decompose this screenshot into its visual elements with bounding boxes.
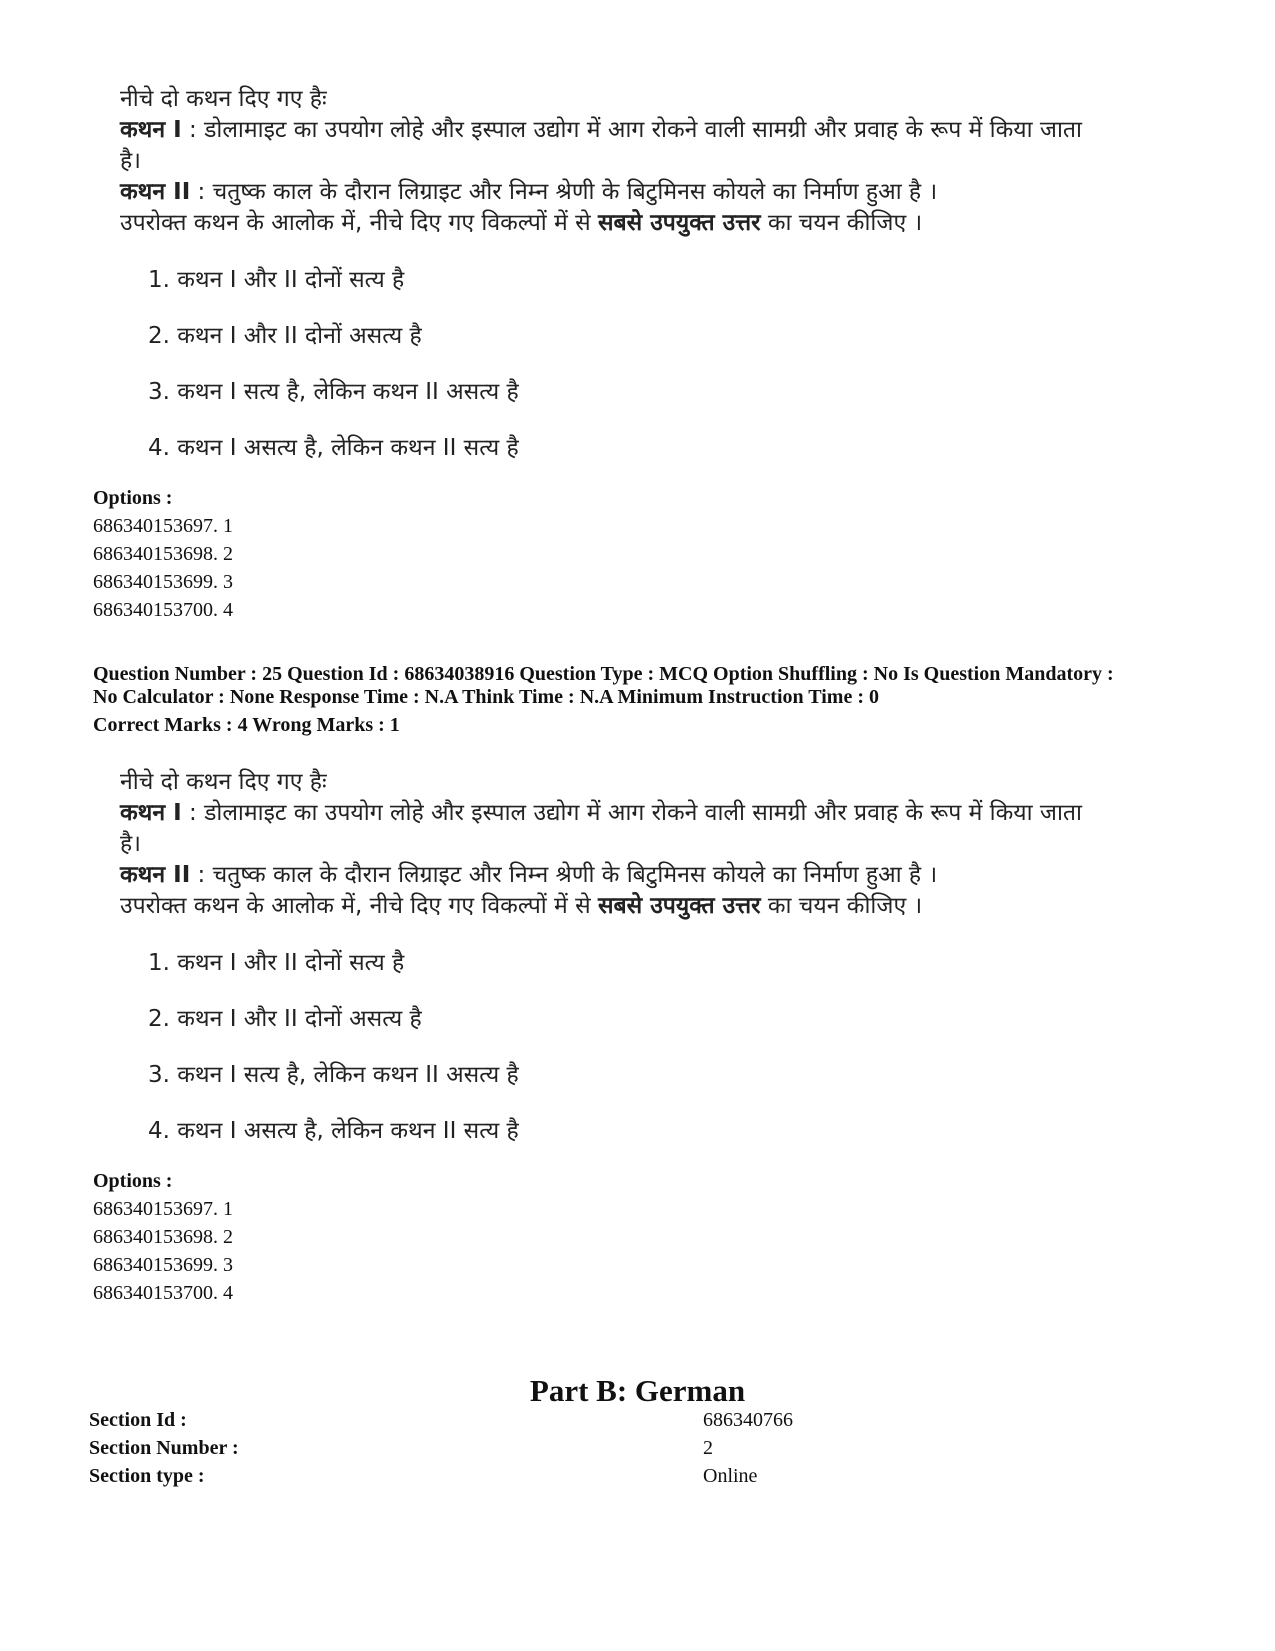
option-row: 686340153697. 1: [93, 515, 233, 537]
option-row: 686340153700. 4: [93, 1282, 233, 1304]
statement-2-label: कथन II: [120, 862, 191, 888]
statement-2-text: : चतुष्क काल के दौरान लिग्राइट और निम्न श्रेणी के बिटुमिनस कोयले का निर्माण हुआ है ।: [190, 179, 938, 205]
instruction-bold: सबसे उपयुक्त उत्तर: [597, 893, 761, 919]
section-number-label: Section Number :: [89, 1437, 239, 1459]
question-meta-line-1: Question Number : 25 Question Id : 68634038916 Question Type : MCQ Option Shuffling : No Is Question Mandatory :: [93, 663, 1114, 685]
instruction: [120, 891, 1180, 922]
statement-2: [120, 177, 1180, 208]
choice-3: 3. कथन I सत्य है, लेकिन कथन II असत्य है: [148, 1062, 519, 1088]
question-text-2: [120, 767, 1180, 922]
options-label: Options :: [93, 487, 173, 509]
instruction-bold: सबसे उपयुक्त उत्तर: [597, 210, 761, 236]
instruction-post: का चयन कीजिए ।: [760, 893, 923, 919]
part-title: Part B: German: [529, 1373, 746, 1408]
choice-4: 4. कथन I असत्य है, लेकिन कथन II सत्य है: [148, 435, 519, 461]
statement-1-label: कथन I: [120, 117, 182, 143]
option-row: 686340153700. 4: [93, 599, 233, 621]
statement-2-text: : चतुष्क काल के दौरान लिग्राइट और निम्न श्रेणी के बिटुमिनस कोयले का निर्माण हुआ है ।: [190, 862, 938, 888]
option-row: 686340153698. 2: [93, 543, 233, 565]
instruction-pre: उपरोक्त कथन के आलोक में, नीचे दिए गए विकल्पों में से: [120, 893, 598, 919]
options-label: Options :: [93, 1170, 173, 1192]
option-row: 686340153699. 3: [93, 571, 233, 593]
choice-4: 4. कथन I असत्य है, लेकिन कथन II सत्य है: [148, 1118, 519, 1144]
choice-1: 1. कथन I और II दोनों सत्य है: [148, 950, 405, 976]
statement-1-continued: है।: [120, 148, 141, 174]
statement-1-continued: है।: [120, 831, 141, 857]
section-id-label: Section Id :: [89, 1409, 187, 1431]
statement-2: [120, 860, 1180, 891]
statement-2-label: कथन II: [120, 179, 191, 205]
instruction-pre: उपरोक्त कथन के आलोक में, नीचे दिए गए विकल्पों में से: [120, 210, 598, 236]
statement-1: [120, 798, 1180, 829]
question-meta-line-2: No Calculator : None Response Time : N.A Think Time : N.A Minimum Instruction Time : 0: [93, 686, 879, 708]
choice-3: 3. कथन I सत्य है, लेकिन कथन II असत्य है: [148, 379, 519, 405]
section-number-value: 2: [703, 1437, 713, 1459]
statement-1: [120, 115, 1180, 146]
section-id-value: 686340766: [703, 1409, 793, 1431]
statement-1-text: : डोलामाइट का उपयोग लोहे और इस्पाल उद्योग में आग रोकने वाली सामग्री और प्रवाह के रूप में किया जाता: [181, 800, 1082, 826]
choice-1: 1. कथन I और II दोनों सत्य है: [148, 267, 405, 293]
option-row: 686340153699. 3: [93, 1254, 233, 1276]
option-row: 686340153698. 2: [93, 1226, 233, 1248]
section-type-value: Online: [703, 1465, 758, 1487]
choice-2: 2. कथन I और II दोनों असत्य है: [148, 323, 422, 349]
statement-1-text: : डोलामाइट का उपयोग लोहे और इस्पाल उद्योग में आग रोकने वाली सामग्री और प्रवाह के रूप में किया जाता: [181, 117, 1082, 143]
statement-1-label: कथन I: [120, 800, 182, 826]
choice-2: 2. कथन I और II दोनों असत्य है: [148, 1006, 422, 1032]
question-meta-line-3: Correct Marks : 4 Wrong Marks : 1: [93, 714, 400, 736]
instruction: [120, 208, 1180, 239]
question-intro: नीचे दो कथन दिए गए हैः: [120, 769, 327, 795]
question-text-1: [120, 84, 1180, 239]
instruction-post: का चयन कीजिए ।: [760, 210, 923, 236]
option-row: 686340153697. 1: [93, 1198, 233, 1220]
question-intro: नीचे दो कथन दिए गए हैः: [120, 86, 327, 112]
section-type-label: Section type :: [89, 1465, 205, 1487]
